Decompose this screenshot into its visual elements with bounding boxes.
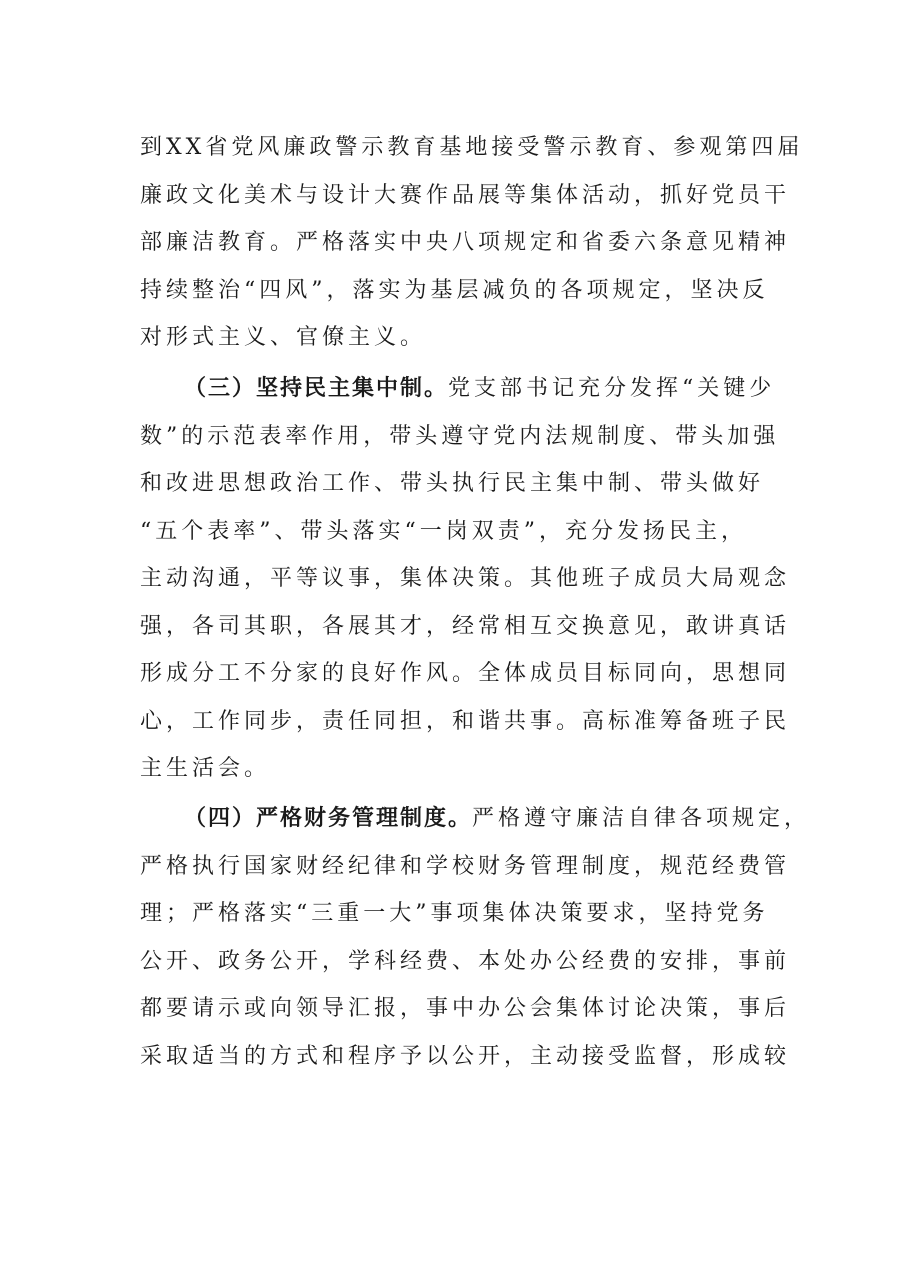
paragraph-education [140, 124, 804, 362]
paragraph-text: 党支部书记充分发挥“关键少 [448, 376, 776, 401]
paragraph-line: 部廉洁教育。严格落实中央八项规定和省委六条意见精神 [140, 230, 791, 255]
paragraph-line: 都要请示或向领导汇报，事中办公会集体讨论决策，事后 [140, 996, 791, 1021]
paragraph-line: 形成分工不分家的良好作风。全体成员目标同向，思想同 [140, 661, 791, 686]
paragraph-line: 持续整治“四风”，落实为基层减负的各项规定，坚决反 [140, 277, 769, 303]
paragraph-line: 主动沟通，平等议事，集体决策。其他班子成员大局观念 [140, 566, 791, 591]
paragraph-democratic-centralism [140, 365, 790, 793]
paragraph-first-line [140, 365, 790, 413]
section-heading: （四）严格财务管理制度。 [184, 806, 473, 831]
paragraph-first-line [140, 795, 811, 843]
paragraph-line: 采取适当的方式和程序予以公开，主动接受监督，形成较 [140, 1043, 791, 1069]
paragraph-line: 公开、政务公开，学科经费、本处办公经费的安排，事前 [140, 948, 791, 974]
paragraph-line: 和改进思想政治工作、带头执行民主集中制、带头做好 [140, 471, 765, 496]
paragraph-line: 理；严格落实“三重一大”事项集体决策要求，坚持党务 [140, 901, 769, 926]
paragraph-line: 数”的示范表率作用，带头遵守党内法规制度、带头加强 [140, 423, 780, 449]
section-heading: （三）坚持民主集中制。 [184, 376, 449, 401]
paragraph-financial-management [140, 795, 811, 1080]
paragraph-line: 到XX省党风廉政警示教育基地接受警示教育、参观第四届 [140, 135, 804, 160]
paragraph-line: 强，各司其职，各展其才，经常相互交换意见，敢讲真话 [140, 613, 791, 639]
paragraph-line: “五个表率”、带头落实“一岗双责”，充分发扬民主， [140, 518, 747, 544]
paragraph-line: 心，工作同步，责任同担，和谐共事。高标准筹备班子民 [140, 708, 791, 734]
paragraph-line: 廉政文化美术与设计大赛作品展等集体活动，抓好党员干 [140, 182, 791, 208]
paragraph-line: 对形式主义、官僚主义。 [140, 325, 427, 350]
paragraph-line: 主生活会。 [140, 756, 271, 781]
paragraph-line: 严格执行国家财经纪律和学校财务管理制度，规范经费管 [140, 853, 791, 879]
paragraph-text: 严格遵守廉洁自律各项规定， [472, 806, 811, 831]
